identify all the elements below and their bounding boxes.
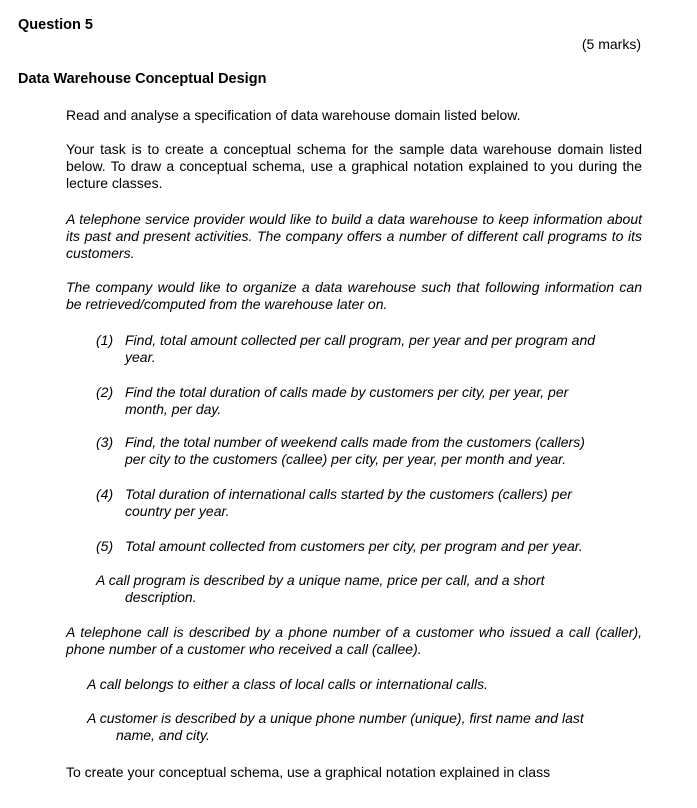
scenario-paragraph: A telephone service provider would like to build a data warehouse to keep information about its past and present activities. The company offers a number of different call programs to its customers. — [66, 211, 642, 261]
section-title: Data Warehouse Conceptual Design — [18, 71, 267, 87]
list-item-4 — [96, 486, 642, 520]
task-paragraph: Your task is to create a conceptual schema for the sample data warehouse domain listed below. To draw a conceptual schema, use a graphical notation explained to you during the lecture classes. — [66, 141, 642, 191]
list-text-line1: Find, total amount collected per call program, per year and per program and — [125, 332, 596, 348]
call-program-line2: description. — [125, 589, 197, 605]
list-text-line1: Find the total duration of calls made by customers per city, per year, per — [125, 384, 569, 400]
customer-line1: A customer is described by a unique phone number (unique), first name and last — [87, 710, 584, 726]
list-item-3 — [96, 434, 642, 468]
list-text-line1: Total duration of international calls started by the customers (callers) per — [125, 486, 572, 502]
list-text-line2: year. — [125, 349, 156, 365]
customer-line2: name, and city. — [116, 727, 210, 743]
list-number: (5) — [96, 538, 114, 554]
list-text-line2: country per year. — [125, 503, 230, 519]
list-text-line2: per city to the customers (callee) per city, per year, per month and year. — [125, 451, 567, 467]
closing-paragraph: To create your conceptual schema, use a graphical notation explained in class — [66, 764, 551, 780]
intro-paragraph: Read and analyse a specification of data warehouse domain listed below. — [66, 107, 521, 123]
call-program-description — [96, 572, 642, 606]
call-program-line1: A call program is described by a unique name, price per call, and a short — [96, 572, 545, 588]
list-text-line2: month, per day. — [125, 401, 222, 417]
telephone-call-description: A telephone call is described by a phone number of a customer who issued a call (caller), phone number of a customer who received a call (callee). — [66, 624, 642, 657]
list-item-5 — [96, 538, 642, 555]
list-number: (4) — [96, 486, 114, 502]
marks-label: (5 marks) — [581, 36, 641, 52]
organize-paragraph: The company would like to organize a data warehouse such that following information can be retrieved/computed from the warehouse later on. — [66, 279, 642, 312]
list-number: (3) — [96, 434, 114, 450]
list-item-2 — [96, 384, 642, 418]
call-class-description — [87, 676, 642, 693]
list-item-1 — [96, 332, 642, 366]
list-text-line1: Total amount collected from customers per city, per program and per year. — [125, 538, 583, 554]
customer-description — [87, 710, 642, 744]
list-number: (1) — [96, 332, 114, 348]
question-title: Question 5 — [18, 17, 93, 33]
call-class-line: A call belongs to either a class of local calls or international calls. — [87, 676, 489, 692]
list-number: (2) — [96, 384, 114, 400]
list-text-line1: Find, the total number of weekend calls made from the customers (callers) — [125, 434, 585, 450]
